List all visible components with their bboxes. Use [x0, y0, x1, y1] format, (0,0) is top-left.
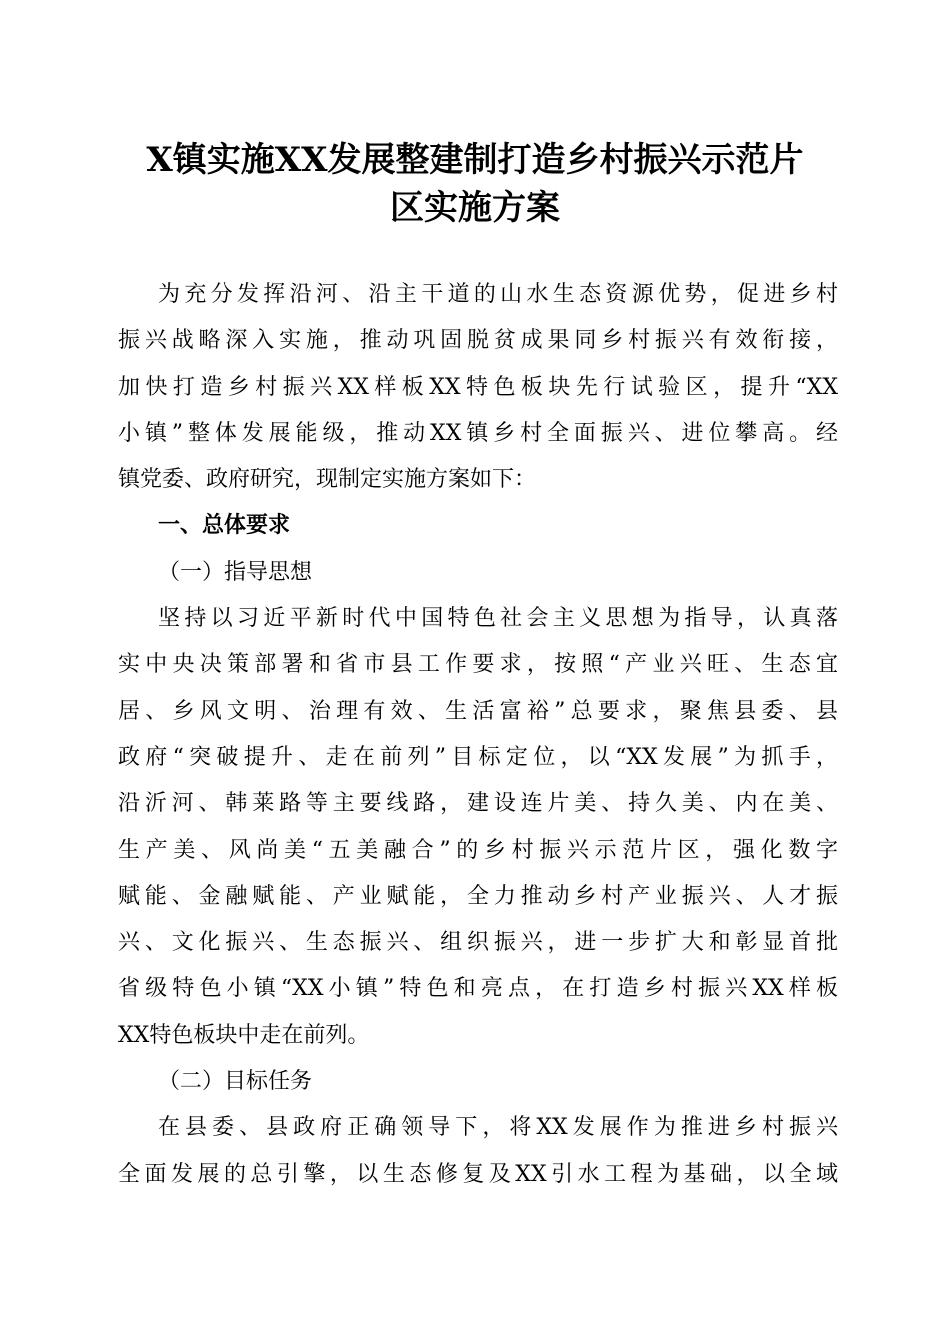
title-line-1: X镇实施XX发展整建制打造乡村振兴示范片 [146, 140, 804, 180]
subsection-heading: （二）目标任务 [158, 1069, 313, 1095]
paragraph-line: 兴、文化振兴、生态振兴、组织振兴，进一步扩大和彰显首批 [118, 930, 838, 956]
paragraph-line: 振兴战略深入实施，推动巩固脱贫成果同乡村振兴有效衔接， [118, 328, 838, 354]
subsection-heading: （一）指导思想 [158, 559, 313, 585]
paragraph-line: 生产美、风尚美“五美融合”的乡村振兴示范片区，强化数字 [118, 837, 838, 863]
paragraph-line: 小镇”整体发展能级，推动XX镇乡村全面振兴、进位攀高。经 [118, 420, 838, 446]
document-title [110, 136, 840, 232]
paragraph-line: 实中央决策部署和省市县工作要求，按照“产业兴旺、生态宜 [118, 652, 838, 678]
section-heading: 一、总体要求 [158, 513, 291, 539]
paragraph-line: 沿沂河、韩莱路等主要线路，建设连片美、持久美、内在美、 [118, 791, 838, 817]
paragraph-line: 全面发展的总引擎，以生态修复及XX引水工程为基础，以全域 [118, 1161, 838, 1187]
paragraph-line: 镇党委、政府研究，现制定实施方案如下： [118, 467, 537, 493]
paragraph-line: 在县委、县政府正确领导下，将XX发展作为推进乡村振兴 [158, 1115, 838, 1141]
paragraph-line: 政府“突破提升、走在前列”目标定位，以“XX发展”为抓手， [118, 744, 838, 770]
paragraph-line: XX特色板块中走在前列。 [118, 1022, 370, 1048]
paragraph-line: 为充分发挥沿河、沿主干道的山水生态资源优势，促进乡村 [158, 282, 838, 307]
paragraph-line: 坚持以习近平新时代中国特色社会主义思想为指导，认真落 [158, 606, 838, 632]
document-body [118, 272, 838, 1198]
title-line-2: 区实施方案 [390, 188, 560, 228]
paragraph-line: 省级特色小镇“XX小镇”特色和亮点，在打造乡村振兴XX样板 [118, 976, 838, 1002]
paragraph-line: 居、乡风文明、治理有效、生活富裕”总要求，聚焦县委、县 [118, 698, 838, 724]
paragraph-line: 赋能、金融赋能、产业赋能，全力推动乡村产业振兴、人才振 [118, 883, 838, 909]
paragraph-line: 加快打造乡村振兴XX样板XX特色板块先行试验区，提升“XX [118, 374, 838, 400]
